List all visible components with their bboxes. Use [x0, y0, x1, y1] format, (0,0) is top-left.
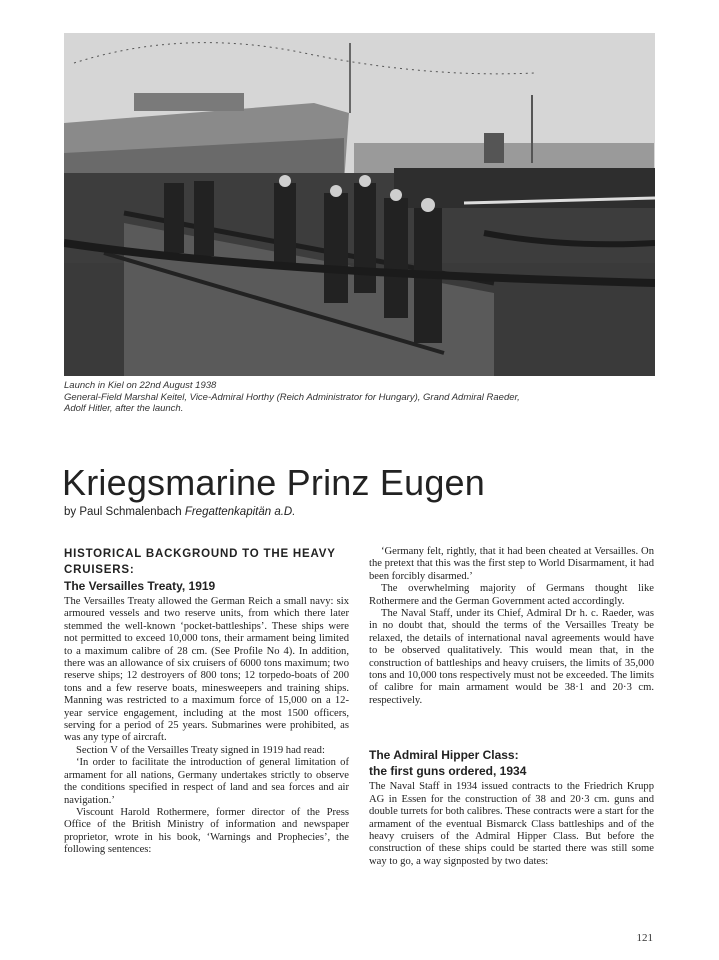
photo-caption: [64, 380, 664, 415]
section-heading: HISTORICAL BACKGROUND TO THE HEAVY CRUISERS:: [64, 548, 336, 576]
left-column: [64, 546, 349, 857]
ship-launch-photo: [64, 33, 655, 376]
paragraph: Viscount Harold Rothermere, former director of the Press Office of the British Ministry of information and newspaper proprietor, wrote in his book, ‘Warnings and Prophecies’, the following sentences:: [64, 806, 349, 856]
byline: [64, 506, 295, 518]
caption-line-3: Adolf Hitler, after the launch.: [64, 403, 184, 414]
paragraph: The Naval Staff in 1934 issued contracts to the Friedrich Krupp AG in Essen for the construction of 38 and 20·3 cm. guns and double turrets for both calibres. These contracts were a start for the armament of the eventual Bismarck Class battleships and of the heavy cruisers of the Admiral Hipper Class. But before the construction of these ships could be started there was still some way to go, a way signposted by two dates:: [369, 781, 654, 867]
quote-paragraph: ‘Germany felt, rightly, that it had been cheated at Versailles. On the pretext that this was the first step to World Disarmament, it had been forcibly disarmed.’: [369, 546, 654, 582]
subheading-guns: the first guns ordered, 1934: [369, 764, 527, 779]
byline-rank: Fregattenkapitän a.D.: [184, 506, 296, 518]
byline-author: by Paul Schmalenbach: [64, 506, 185, 518]
paragraph: Section V of the Versailles Treaty signed in 1919 had read:: [76, 744, 325, 756]
subheading-hipper: The Admiral Hipper Class:: [369, 748, 519, 763]
paragraph: The overwhelming majority of Germans thought like Rothermere and the German Government acted accordingly.: [369, 583, 654, 607]
page-number: 121: [636, 932, 653, 944]
photo-illustration: [64, 33, 655, 376]
paragraph: The Versailles Treaty allowed the German Reich a small navy: six armoured vessels and two reserve units, from which there later stemmed the well-known ‘pocket-battleships’. These ships were not permitted to exceed 10,000 tons, their armament being limited to a maximum calibre of 28 cm. (See Profile No 4). In addition, there was an allowance of six cruisers of 6000 tons maximum; two reserve ships; 12 destroyers of 800 tons; 12 torpedo-boats of 200 tons and a few reserve boats, minesweepers and training ships. Manning was restricted to a maximum force of 15,000 on a 12-year service engagement, including at the most 1500 officers, serving for a period of 25 years. Submarines were prohibited, as was any type of aircraft.: [64, 596, 349, 744]
paragraph: The Naval Staff, under its Chief, Admiral Dr h. c. Raeder, was in no doubt that, should the terms of the Versailles Treaty be relaxed, the details of international naval agreements would have to be observed qualitatively. This would mean that, in the construction of battleships and heavy cruisers, the limits of 35,000 tons and 10,000 tons respectively must not be exceeded. The limits of calibre for main armament would be 38·1 and 20·3 cm. respectively.: [369, 608, 654, 706]
quote-paragraph: ‘In order to facilitate the introduction of general limitation of armament for all nations, Germany undertakes strictly to observe the conditions specified in respect of land and sea forces and air navigation.’: [64, 757, 349, 806]
article-title: Kriegsmarine Prinz Eugen: [62, 462, 486, 503]
right-column: [369, 546, 654, 868]
subheading-versailles: The Versailles Treaty, 1919: [64, 579, 216, 593]
caption-line-2: General-Field Marshal Keitel, Vice-Admiral Horthy (Reich Administrator for Hungary), Grand Admiral Raeder,: [64, 391, 520, 403]
caption-line-1: Launch in Kiel on 22nd August 1938: [64, 380, 217, 391]
